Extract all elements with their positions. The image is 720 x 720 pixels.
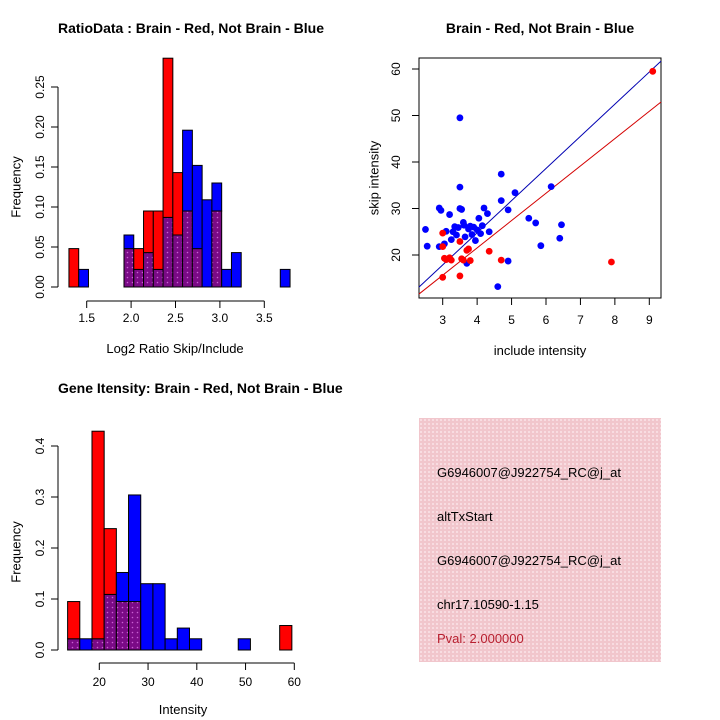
hist-bar-red: [92, 431, 104, 639]
scatter-point: [558, 221, 565, 228]
x-axis: [439, 298, 653, 327]
y-axis-label: Frequency: [8, 156, 24, 218]
scatter-point: [458, 206, 465, 213]
blue-fit-line: [419, 61, 661, 287]
y-axis: [33, 75, 58, 299]
y-tick-label: 0.3: [33, 488, 47, 506]
gene-info-line: G6946007@J922754_RC@j_at: [437, 465, 621, 480]
scatter-point: [472, 237, 479, 244]
scatter-point: [477, 230, 484, 237]
scatter-point: [649, 68, 656, 75]
y-tick-label: 30: [389, 201, 403, 216]
x-axis-label: Intensity: [158, 702, 208, 717]
x-tick-label: 5: [508, 313, 515, 327]
hist-bar-blue: [183, 130, 193, 211]
x-tick-label: 2.5: [167, 311, 184, 325]
panel-intensity-scatter: [360, 0, 720, 360]
y-tick-label: 0.25: [33, 75, 47, 99]
scatter-point: [439, 243, 446, 250]
scatter-point: [462, 233, 469, 240]
hist-bar-overlap: [212, 211, 222, 287]
panel-gene-intensity-histogram: [0, 360, 360, 720]
x-tick-label: 8: [611, 313, 619, 327]
y-tick-label: 0.20: [33, 115, 47, 139]
hist-bar-overlap: [183, 211, 193, 287]
scatter-point: [512, 189, 519, 196]
scatter-point: [498, 197, 505, 204]
hist-bar-red: [173, 173, 183, 235]
scatter-point: [484, 210, 491, 217]
x-tick-label: 40: [190, 675, 204, 689]
scatter-point: [486, 248, 493, 255]
hist-bar-overlap: [116, 602, 128, 650]
panel-gene-info: [360, 360, 720, 720]
y-axis-label: skip intensity: [366, 140, 382, 216]
hist-bar-blue: [222, 269, 232, 287]
hist-bar-blue: [192, 165, 202, 248]
scatter-point: [537, 242, 544, 249]
x-axis-label: include intensity: [493, 343, 587, 358]
hist-bar-overlap: [68, 639, 80, 650]
intensity-scatter-plot: [360, 0, 720, 360]
scatter-point: [467, 257, 474, 264]
hist-bar-blue: [280, 269, 290, 287]
hist-bar-red: [134, 249, 144, 270]
scatter-point: [448, 236, 455, 243]
scatter-point: [457, 273, 464, 280]
y-tick-label: 0.4: [33, 437, 47, 455]
scatter-point: [453, 232, 460, 239]
histogram-bars: [68, 431, 292, 650]
x-axis-label: Log2 Ratio Skip/Include: [106, 341, 244, 356]
hist-bar-blue: [202, 200, 212, 287]
x-tick-label: 2.0: [122, 311, 140, 325]
gene-info-line: altTxStart: [437, 509, 493, 524]
pval-text: Pval: 2.000000: [437, 631, 524, 646]
hist-bar-blue: [124, 235, 134, 249]
hist-bar-blue: [116, 572, 128, 601]
scatter-point: [475, 215, 482, 222]
gene-info-line: G6946007@J922754_RC@j_at: [437, 553, 621, 568]
y-axis: [33, 437, 58, 658]
hist-bar-overlap: [144, 253, 154, 287]
scatter-point: [548, 183, 555, 190]
scatter-point: [422, 226, 429, 233]
hist-bar-overlap: [104, 594, 116, 650]
hist-bar-blue: [79, 269, 89, 287]
x-tick-label: 60: [287, 675, 301, 689]
scatter-point: [438, 207, 445, 214]
hist-bar-blue: [141, 584, 153, 650]
scatter-point: [455, 224, 462, 231]
hist-bar-red: [104, 529, 116, 595]
scatter-point: [446, 211, 453, 218]
y-tick-label: 60: [389, 62, 403, 76]
scatter-point: [556, 235, 563, 242]
hist-bar-blue: [189, 639, 201, 650]
hist-bar-blue: [153, 584, 165, 650]
hist-bar-blue: [231, 253, 241, 287]
hist-bar-overlap: [134, 269, 144, 287]
panel-ratio-histogram: [0, 0, 360, 360]
gene-info-box: [419, 418, 661, 662]
x-tick-label: 6: [542, 313, 550, 327]
x-tick-label: 9: [645, 313, 653, 327]
hist-bar-overlap: [92, 639, 104, 650]
scatter-point: [608, 259, 615, 266]
y-tick-label: 0.15: [33, 155, 47, 179]
y-tick-label: 0.05: [33, 235, 47, 259]
hist-bar-red: [68, 602, 80, 639]
y-tick-label: 0.10: [33, 195, 47, 219]
scatter-point: [457, 184, 464, 191]
hist-bar-overlap: [124, 249, 134, 287]
hist-bar-overlap: [192, 249, 202, 287]
hist-bar-blue: [238, 639, 250, 650]
x-tick-label: 4: [473, 313, 481, 327]
scatter-point: [465, 246, 472, 253]
hist-bar-overlap: [173, 235, 183, 287]
hist-bar-overlap: [153, 269, 163, 287]
scatter-point: [532, 220, 539, 227]
hist-bar-overlap: [129, 602, 141, 650]
scatter-point: [457, 114, 464, 121]
scatter-point: [439, 230, 446, 237]
hist-bar-red: [69, 249, 79, 287]
scatter-point: [469, 231, 476, 238]
red-fit-line: [419, 102, 661, 294]
y-tick-label: 0.2: [33, 539, 47, 557]
hist-bar-red: [280, 626, 292, 650]
fit-lines: [419, 61, 661, 294]
y-tick-label: 0.1: [33, 590, 47, 608]
scatter-point: [448, 257, 455, 264]
x-tick-label: 1.5: [78, 311, 96, 325]
scatter-point: [457, 238, 464, 245]
chart-title: Gene Itensity: Brain - Red, Not Brain - Blue: [58, 380, 343, 396]
hist-bar-blue: [165, 639, 177, 650]
scatter-point: [505, 206, 512, 213]
scatter-point: [494, 283, 501, 290]
scatter-point: [505, 258, 512, 265]
gene-intensity-histogram-plot: [0, 360, 360, 720]
x-tick-label: 30: [141, 675, 155, 689]
x-tick-label: 7: [577, 313, 584, 327]
scatter-point: [460, 257, 467, 264]
y-tick-label: 0.0: [33, 641, 47, 659]
scatter-point: [479, 222, 486, 229]
hist-bar-blue: [129, 495, 141, 602]
y-axis-label: Frequency: [8, 521, 24, 583]
x-tick-label: 50: [238, 675, 253, 689]
x-tick-label: 3.0: [211, 311, 229, 325]
hist-bar-blue: [212, 183, 222, 211]
histogram-bars: [69, 58, 290, 287]
x-axis: [93, 663, 302, 689]
x-tick-label: 3: [439, 313, 447, 327]
x-tick-label: 20: [92, 675, 106, 689]
hist-bar-overlap: [163, 217, 173, 287]
chart-title: Brain - Red, Not Brain - Blue: [445, 20, 635, 36]
scatter-point: [498, 257, 505, 264]
y-tick-label: 40: [389, 155, 403, 169]
scatter-point: [439, 274, 446, 281]
ratio-histogram-plot: [0, 0, 360, 360]
hist-bar-red: [144, 211, 154, 253]
plot-box: [419, 58, 661, 298]
scatter-point: [498, 171, 505, 178]
x-tick-label: 3.5: [255, 311, 273, 325]
scatter-points-brain: [439, 68, 656, 281]
scatter-point: [525, 215, 532, 222]
y-axis: [389, 62, 419, 262]
y-tick-label: 20: [389, 248, 403, 262]
chart-title: RatioData : Brain - Red, Not Brain - Blue: [58, 20, 325, 36]
y-tick-label: 50: [389, 108, 403, 123]
hist-bar-red: [153, 211, 163, 269]
hist-bar-red: [163, 58, 173, 217]
hist-bar-blue: [80, 639, 92, 650]
x-axis: [78, 301, 273, 325]
hist-bar-blue: [177, 628, 189, 650]
scatter-point: [486, 228, 493, 235]
scatter-point: [424, 243, 431, 250]
gene-info-line: chr17.10590-1.15: [437, 597, 539, 612]
y-tick-label: 0.00: [33, 275, 47, 299]
